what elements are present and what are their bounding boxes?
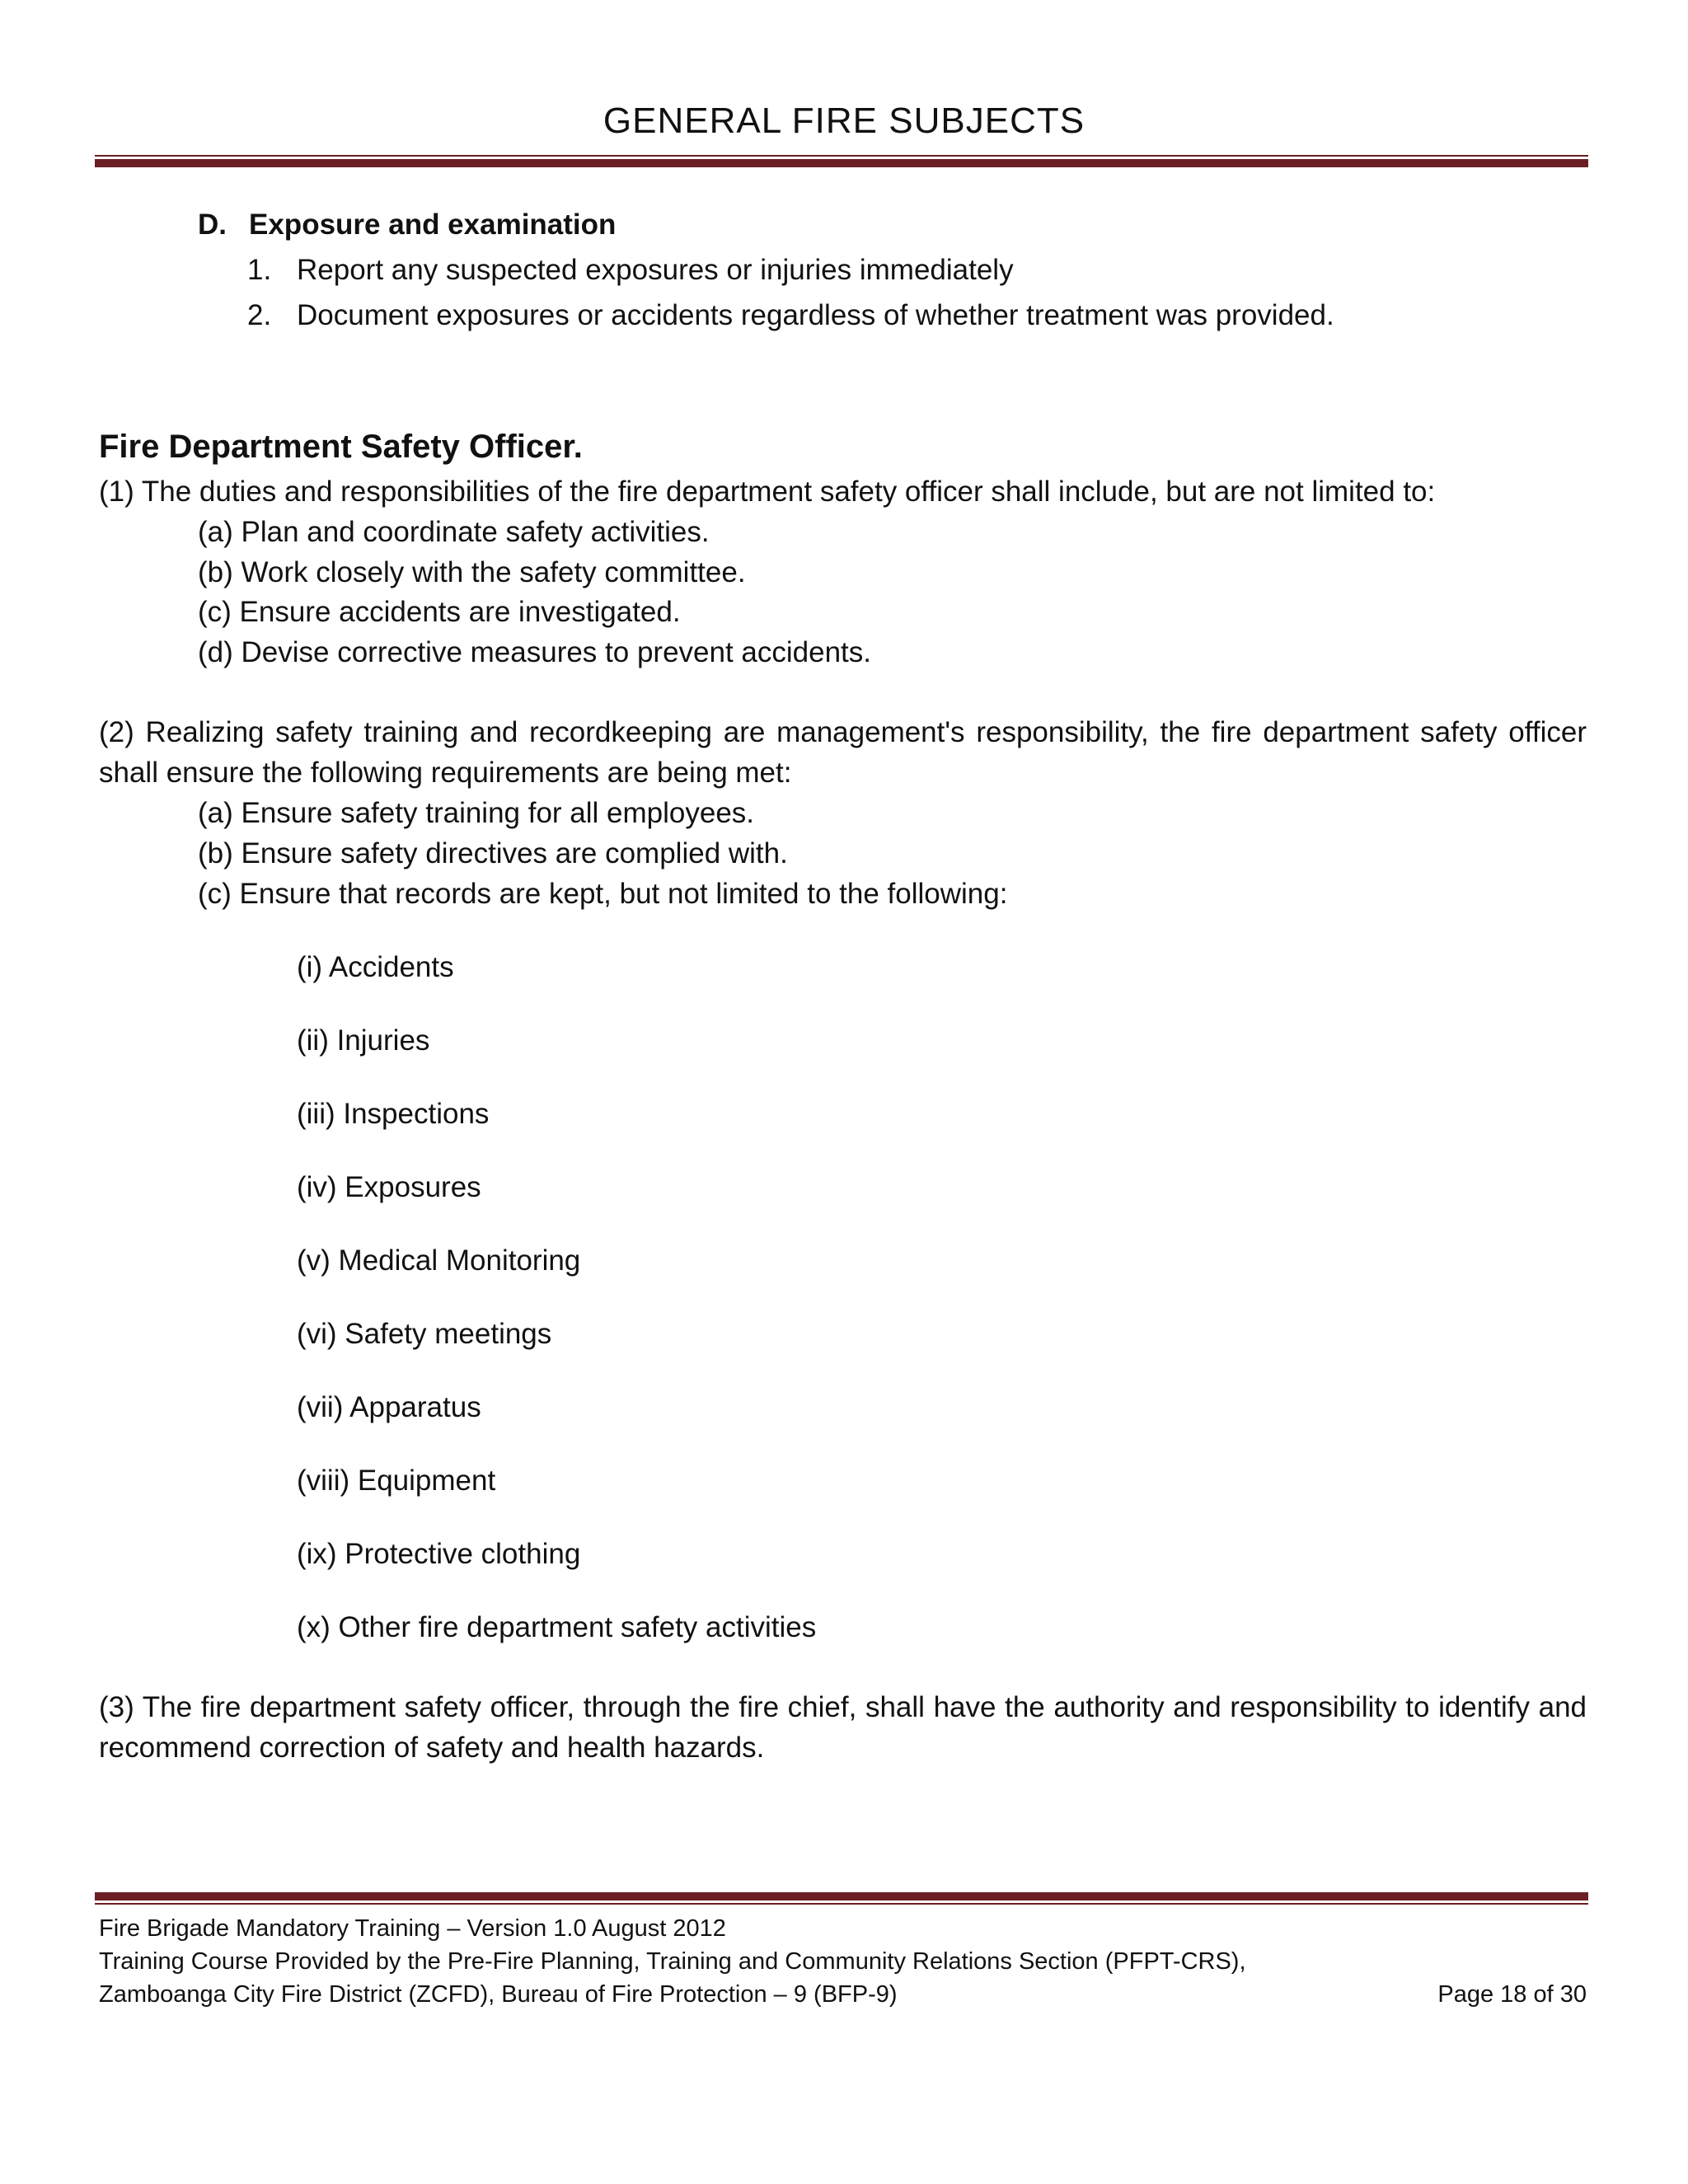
list-item: (c) Ensure that records are kept, but not limited to the following: — [198, 878, 1008, 910]
record-item: (i) Accidents — [297, 951, 454, 983]
record-item: (vi) Safety meetings — [297, 1318, 552, 1350]
section-d-letter: D. — [198, 209, 227, 241]
footer-rule — [95, 1892, 1588, 1905]
footer-line-2: Training Course Provided by the Pre-Fire Planning, Training and Community Relations Section (PFPT-CRS), — [99, 1948, 1246, 1975]
paragraph-3: (3) The fire department safety officer, through the fire chief, shall have the authority and responsibility to identify and recommend correction of safety and health hazards. — [99, 1691, 1587, 1764]
record-item: (ix) Protective clothing — [297, 1538, 581, 1570]
list-item: 1. Report any suspected exposures or injuries immediately — [247, 254, 1014, 286]
record-item: (viii) Equipment — [297, 1465, 496, 1497]
page-header-title: GENERAL FIRE SUBJECTS — [603, 101, 1085, 141]
page-number: Page 18 of 30 — [1437, 1981, 1587, 2008]
section-d-heading — [198, 204, 616, 245]
list-item: 2. Document exposures or accidents regardless of whether treatment was provided. — [247, 299, 1334, 331]
record-item: (x) Other fire department safety activities — [297, 1611, 817, 1643]
record-item: (vii) Apparatus — [297, 1391, 481, 1423]
list-item: (a) Plan and coordinate safety activities. — [198, 516, 710, 548]
header-rule — [95, 155, 1588, 167]
paragraph-2: (2) Realizing safety training and recordkeeping are management's responsibility, the fire department safety officer shall ensure the following requirements are being met: — [99, 716, 1587, 789]
paragraph-1: (1) The duties and responsibilities of the fire department safety officer shall include, but are not limited to: — [99, 476, 1436, 508]
record-item: (v) Medical Monitoring — [297, 1244, 581, 1277]
record-item: (ii) Injuries — [297, 1024, 430, 1057]
footer-line-1: Fire Brigade Mandatory Training – Version 1.0 August 2012 — [99, 1915, 726, 1942]
list-item: (c) Ensure accidents are investigated. — [198, 596, 681, 628]
section-heading: Fire Department Safety Officer. — [99, 429, 583, 465]
list-item: (b) Ensure safety directives are complied with. — [198, 837, 788, 869]
record-item: (iv) Exposures — [297, 1171, 481, 1203]
record-item: (iii) Inspections — [297, 1098, 490, 1130]
list-item: (d) Devise corrective measures to prevent accidents. — [198, 636, 871, 668]
section-d-title: Exposure and examination — [249, 209, 617, 241]
footer-line-3: Zamboanga City Fire District (ZCFD), Bureau of Fire Protection – 9 (BFP-9) — [99, 1981, 898, 2008]
list-item: (a) Ensure safety training for all employees. — [198, 797, 755, 829]
list-item: (b) Work closely with the safety committee. — [198, 556, 746, 588]
